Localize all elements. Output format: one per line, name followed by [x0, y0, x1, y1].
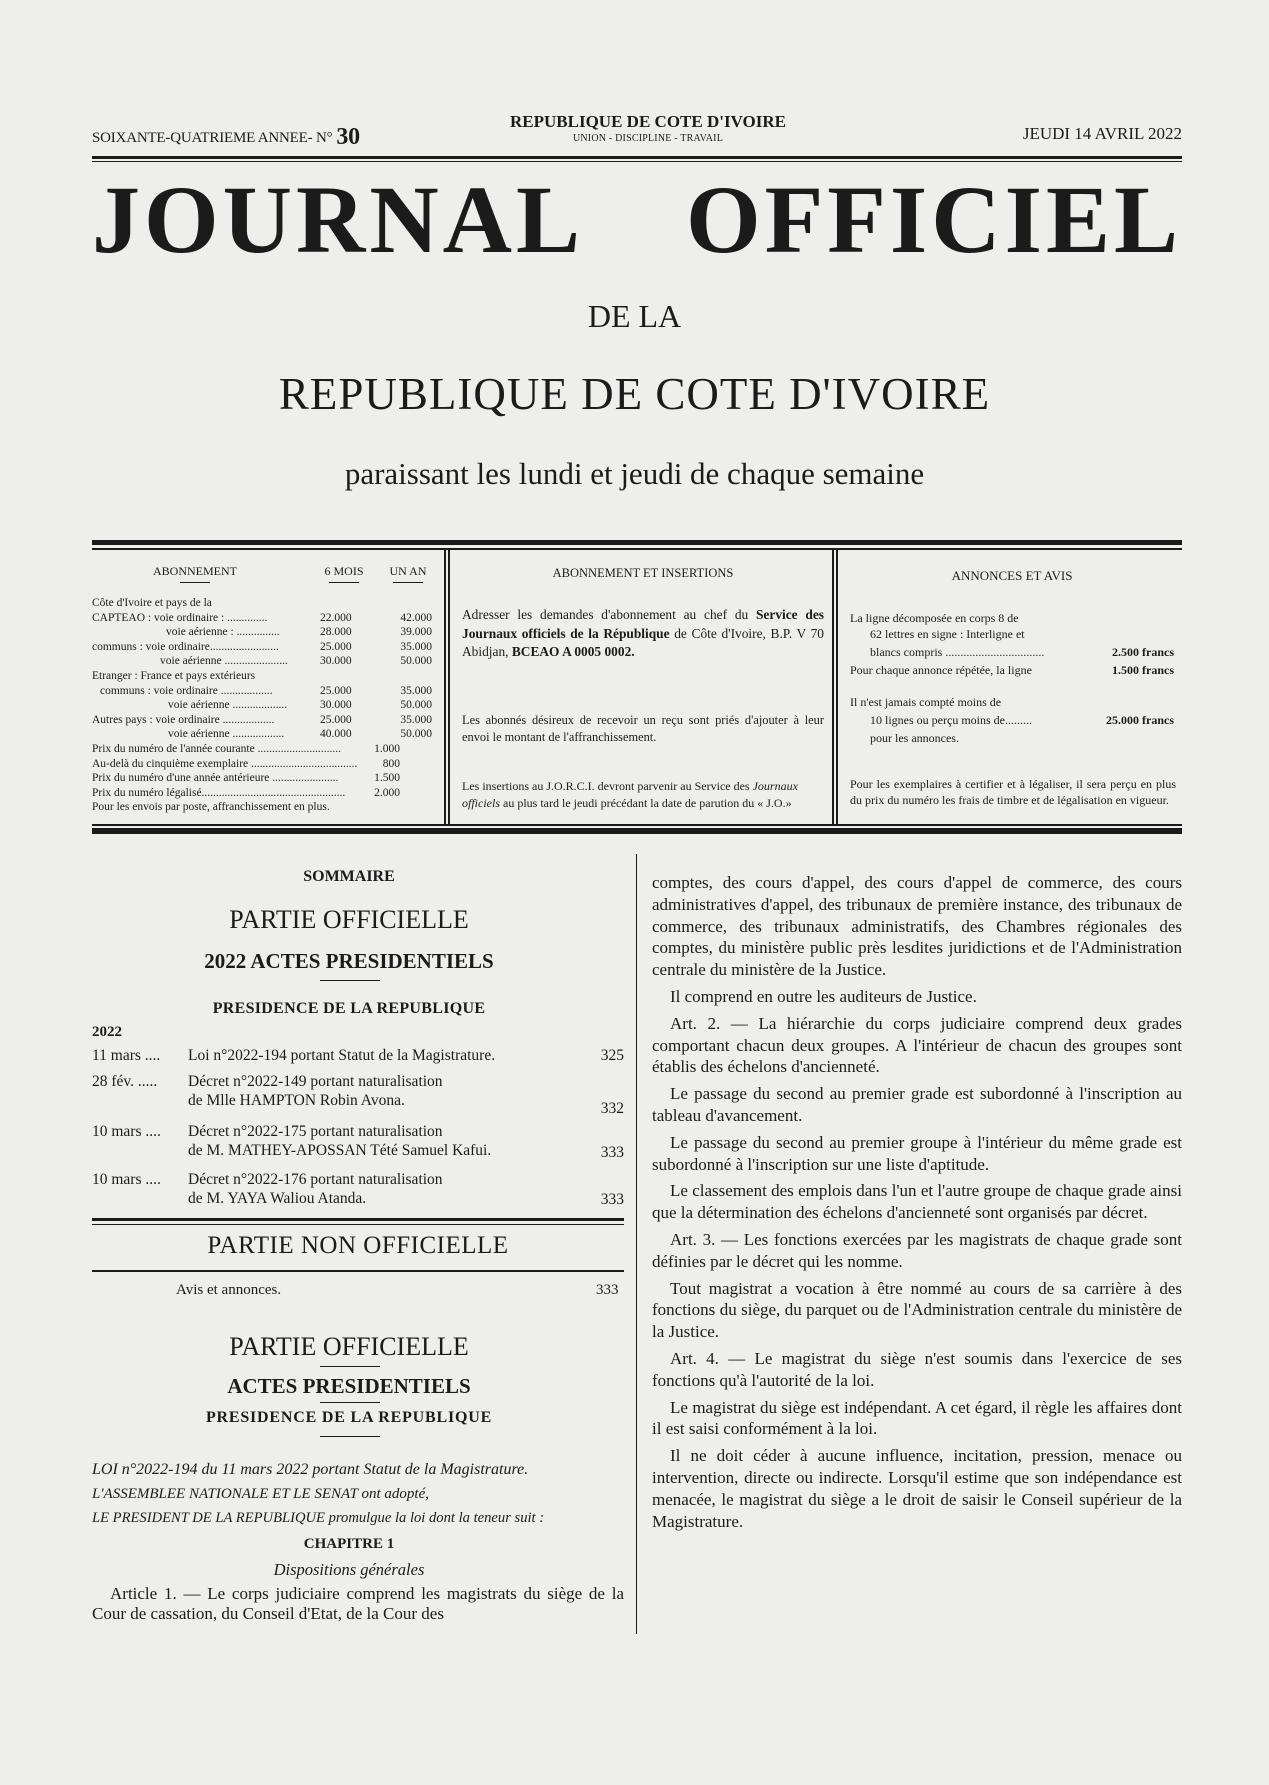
body-paragraph: Art. 3. — Les fonctions exercées par les magistrats de chaque grade sont définies par le décret qui les nomme. — [652, 1229, 1182, 1271]
sommaire-partie-officielle: PARTIE OFFICIELLE — [229, 905, 469, 934]
text: blancs compris ................................. — [870, 645, 1045, 659]
rate-one-year: 35.000 — [400, 684, 432, 697]
box-divider — [836, 550, 838, 824]
subscription-info-box — [92, 540, 1182, 836]
sommaire-avis-page: 333 — [596, 1282, 619, 1298]
rate-one-year: 1.000 — [374, 742, 400, 755]
rate-row — [92, 684, 442, 699]
header-text: 6 MOIS — [324, 564, 364, 578]
rate-row — [92, 698, 442, 713]
rate-six-months: 30.000 — [320, 699, 352, 712]
sommaire-title: SOMMAIRE — [303, 868, 395, 885]
law-preamble — [92, 1458, 624, 1530]
rate-one-year: 2.000 — [374, 786, 400, 799]
insertions-header: ABONNEMENT ET INSERTIONS — [552, 566, 734, 580]
box-rule — [92, 824, 1182, 826]
rate-label: Autres pays : voie ordinaire .................. — [92, 713, 275, 726]
rate-row — [92, 771, 442, 786]
title-word-officiel: OFFICIEL — [685, 166, 1182, 273]
price: 1.500 francs — [1112, 663, 1174, 677]
body-presidence: PRESIDENCE DE LA REPUBLIQUE — [205, 1409, 493, 1426]
rate-label: Côte d'Ivoire et pays de la — [92, 597, 212, 609]
toc-title: Décret n°2022-176 portant naturalisation — [188, 1171, 443, 1188]
body-paragraph: Il ne doit céder à aucune influence, incitation, pression, menace ou intervention, directe ou indirecte. Lorsqu'il estime que son indépendance est menacée, le magistrat du siège a le droit de saisir le Conseil supérieur de la Magistrature. — [652, 1446, 1182, 1531]
rate-label: Au-delà du cinquième exemplaire ..................................... — [92, 757, 358, 770]
toc-title-line2: de M. MATHEY-APOSSAN Tété Samuel Kafui. — [188, 1142, 492, 1159]
heading-underline — [320, 1366, 380, 1367]
text: Les insertions au J.O.R.C.I. devront parvenir au Service des — [462, 779, 753, 793]
rate-label: Prix du numéro de l'année courante ............................. — [92, 742, 341, 755]
year-issue — [92, 124, 360, 151]
body-paragraph: Art. 2. — La hiérarchie du corps judiciaire comprend deux grades comportant chacun deux groupes. A l'intérieur de chacun des groupes sont établis des échelons d'ancienneté. — [652, 1013, 1182, 1077]
section-rule — [92, 1218, 624, 1221]
toc-page: 325 — [600, 1047, 624, 1064]
chapter-heading: CHAPITRE 1 — [303, 1536, 395, 1552]
body-paragraph: comptes, des cours d'appel, des cours d'appel de commerce, des cours administratives d'appel, des tribunaux de première instance, des tribunaux de commerce, des tribunaux administratifs, des Chambres régionales des comptes, du ministère public près lesdites juridictions et de l'Administration centrale du ministère de la Justice. — [652, 873, 1182, 980]
body-partie-officielle: PARTIE OFFICIELLE — [229, 1332, 469, 1361]
box-rule — [92, 828, 1182, 834]
toc-title: Décret n°2022-175 portant naturalisation — [188, 1123, 443, 1140]
bank-account: BCEAO A 0005 0002. — [511, 644, 635, 659]
issue-date: JEUDI 14 AVRIL 2022 — [1022, 124, 1182, 143]
toc-title-line2: de M. YAYA Waliou Atanda. — [188, 1190, 367, 1207]
republic-heading — [484, 112, 812, 144]
header-text: UN AN — [389, 564, 427, 578]
body-paragraph: Le passage du second au premier groupe à l'intérieur du même grade est subordonné à l'inscription sur une liste d'aptitude. — [652, 1132, 1182, 1174]
rate-row — [92, 800, 442, 815]
rate-six-months: 40.000 — [320, 728, 352, 741]
toc-page: 332 — [600, 1100, 624, 1117]
body-paragraph: Le classement des emplois dans l'un et l'autre groupe de chaque grade ainsi que la détermination des échelons d'ancienneté sont organisés par décret. — [652, 1181, 1182, 1223]
rate-one-year: 35.000 — [400, 640, 432, 653]
rate-label: voie aérienne : ............... — [166, 626, 280, 639]
rate-one-year: 35.000 — [400, 713, 432, 726]
journal-title — [92, 168, 1182, 272]
rate-label: communs : voie ordinaire........................ — [92, 640, 279, 653]
text: au plus tard le jeudi précédant la date de parution du « J.O.» — [500, 796, 792, 810]
year-label: SOIXANTE-QUATRIEME ANNEE- N° — [92, 130, 333, 146]
insertions-receipt-note: Les abonnés désireux de recevoir un reçu sont priés d'ajouter à leur envoi le montant de l'affranchissement. — [462, 713, 824, 744]
rate-six-months: 25.000 — [320, 640, 352, 653]
toc-date: 11 mars .... — [92, 1047, 161, 1064]
rate-six-months: 25.000 — [320, 713, 352, 726]
masthead-rule-thin — [92, 161, 1182, 162]
insertions-info — [456, 550, 830, 824]
body-right-column — [652, 872, 1182, 1537]
rate-label: Pour les envois par poste, affranchissement en plus. — [92, 801, 330, 814]
text: Pour les exemplaires à certifier et à légaliser, il sera perçu en plus du prix du numéro les frais de timbre et de légalisation en vigueur. — [850, 777, 1176, 807]
rate-one-year: 50.000 — [400, 728, 432, 741]
rate-label: voie aérienne .................. — [168, 728, 285, 741]
sommaire-year: 2022 — [92, 1024, 122, 1040]
text: Pour chaque annonce répétée, la ligne — [850, 663, 1032, 677]
rates-table — [92, 596, 442, 815]
masthead-rule — [92, 156, 1182, 159]
rate-label: voie aérienne ...................... — [160, 655, 288, 668]
body-paragraph: Le passage du second au premier grade est subordonné à l'inscription au tableau d'avancement. — [652, 1084, 1182, 1125]
national-motto: UNION - DISCIPLINE - TRAVAIL — [572, 133, 724, 144]
rate-row — [92, 713, 442, 728]
toc-title-line2: de Mlle HAMPTON Robin Avona. — [188, 1092, 405, 1109]
body-paragraph: Tout magistrat a vocation à être nommé au cours de sa carrière à des fonctions du siège, du parquet ou de l'Administration centrale du ministère de la Justice. — [652, 1278, 1182, 1342]
rates-header-abonnement — [150, 564, 240, 583]
article-1: Article 1. — Le corps judiciaire comprend les magistrats du siège de la Cour de cassation, du Conseil d'Etat, de la Cour des — [92, 1584, 624, 1623]
box-rule — [92, 540, 1182, 545]
text: Il n'est jamais compté moins de — [850, 695, 1002, 709]
rate-row — [92, 596, 442, 611]
rate-one-year: 39.000 — [400, 626, 432, 639]
rate-label: CAPTEAO : voie ordinaire : .............. — [92, 611, 268, 624]
text: La ligne décomposée en corps 8 de — [850, 611, 1019, 625]
rate-row — [92, 742, 442, 757]
header-underline — [180, 582, 210, 583]
rate-row — [92, 640, 442, 655]
body-paragraph: Il comprend en outre les auditeurs de Justice. — [670, 986, 977, 1006]
toc-title: Décret n°2022-149 portant naturalisation — [188, 1073, 443, 1090]
rate-row — [92, 654, 442, 669]
box-divider — [444, 550, 446, 824]
toc-date: 10 mars .... — [92, 1171, 161, 1188]
rate-row — [92, 625, 442, 640]
price: 2.500 francs — [1112, 645, 1174, 659]
box-divider — [832, 550, 834, 824]
law-president: LE PRESIDENT DE LA REPUBLIQUE promulgue la loi dont la teneur suit : — [92, 1510, 545, 1526]
title-word-journal: JOURNAL — [92, 166, 585, 273]
price: 25.000 francs — [1106, 713, 1174, 727]
rate-six-months: 25.000 — [320, 684, 352, 697]
rate-row — [92, 757, 442, 772]
toc-page: 333 — [600, 1144, 624, 1161]
header-text: ABONNEMENT — [153, 564, 237, 578]
rate-one-year: 42.000 — [400, 611, 432, 624]
rate-one-year: 1.500 — [374, 772, 400, 785]
rate-one-year: 50.000 — [400, 655, 432, 668]
rate-label: Prix du numéro légalisé.................................................. — [92, 786, 346, 799]
law-title: LOI n°2022-194 du 11 mars 2022 portant Statut de la Magistrature. — [92, 1461, 529, 1478]
sommaire-partie-non-officielle: PARTIE NON OFFICIELLE — [207, 1232, 509, 1259]
rate-one-year: 800 — [382, 757, 400, 770]
service-name: Service des Journaux officiels de la République — [462, 607, 824, 641]
text: 10 lignes ou perçu moins de......... — [870, 713, 1032, 727]
body-paragraph: Le magistrat du siège est indépendant. A cet égard, il règle les affaires dont il est saisi conformément à la loi. — [652, 1397, 1182, 1439]
column-divider — [636, 854, 637, 1634]
rate-row — [92, 669, 442, 684]
rate-row — [92, 611, 442, 626]
section-rule — [92, 1270, 624, 1272]
header-underline — [393, 582, 423, 583]
title-de-la: DE LA — [587, 298, 682, 334]
rate-label: Prix du numéro d'une année antérieure ....................... — [92, 772, 339, 785]
body-actes: ACTES PRESIDENTIELS — [227, 1374, 471, 1398]
law-assembly: L'ASSEMBLEE NATIONALE ET LE SENAT ont adopté, — [92, 1486, 429, 1502]
rate-six-months: 28.000 — [320, 626, 352, 639]
insertions-deadline-note — [462, 778, 824, 812]
sommaire-actes: 2022 ACTES PRESIDENTIELS — [204, 949, 494, 973]
text-italic: Journaux officiels — [462, 779, 798, 810]
toc-date: 28 fév. ..... — [92, 1073, 158, 1090]
toc-date: 10 mars .... — [92, 1123, 161, 1140]
publication-frequency: paraissant les lundi et jeudi de chaque semaine — [344, 456, 925, 491]
rate-six-months: 30.000 — [320, 655, 352, 668]
box-divider — [448, 550, 450, 824]
rate-one-year: 50.000 — [400, 699, 432, 712]
section-rule — [92, 1224, 624, 1225]
header-underline — [329, 582, 359, 583]
rate-label: voie aérienne ................... — [168, 699, 288, 712]
rate-label: communs : voie ordinaire .................. — [100, 684, 273, 697]
rates-header-unan — [380, 564, 436, 583]
issue-number: 30 — [336, 124, 360, 150]
rate-row — [92, 727, 442, 742]
rate-six-months: 22.000 — [320, 611, 352, 624]
republic-name: REPUBLIQUE DE COTE D'IVOIRE — [510, 112, 786, 131]
subscription-rates — [92, 550, 442, 824]
annonces-info — [842, 550, 1182, 824]
sommaire-avis[interactable]: Avis et annonces. — [176, 1282, 282, 1298]
heading-underline — [320, 980, 380, 981]
rate-label: Etranger : France et pays extérieurs — [92, 669, 256, 682]
toc-page: 333 — [600, 1191, 624, 1208]
masthead-topbar — [92, 112, 1182, 152]
title-republic: REPUBLIQUE DE COTE D'IVOIRE — [278, 369, 991, 419]
toc-title: Loi n°2022-194 portant Statut de la Magistrature. — [188, 1047, 496, 1064]
insertions-address — [462, 606, 824, 662]
text: Adresser les demandes d'abonnement au chef du — [462, 607, 756, 622]
sommaire-presidence: PRESIDENCE DE LA REPUBLIQUE — [212, 1000, 486, 1017]
heading-underline — [320, 1402, 380, 1403]
text: pour les annonces. — [870, 731, 959, 745]
text: de Côte d'Ivoire, B.P. V 70 Abidjan, — [462, 625, 824, 659]
body-paragraph: Art. 4. — Le magistrat du siège n'est soumis dans l'exercice de ses fonctions qu'à l'autorité de la loi. — [652, 1348, 1182, 1390]
rate-row — [92, 786, 442, 801]
heading-underline — [320, 1436, 380, 1437]
annonces-header: ANNONCES ET AVIS — [951, 568, 1073, 583]
text: 62 lettres en signe : Interligne et — [870, 627, 1025, 641]
rates-header-6mois — [316, 564, 372, 583]
chapter-subtitle: Dispositions générales — [273, 1560, 425, 1579]
